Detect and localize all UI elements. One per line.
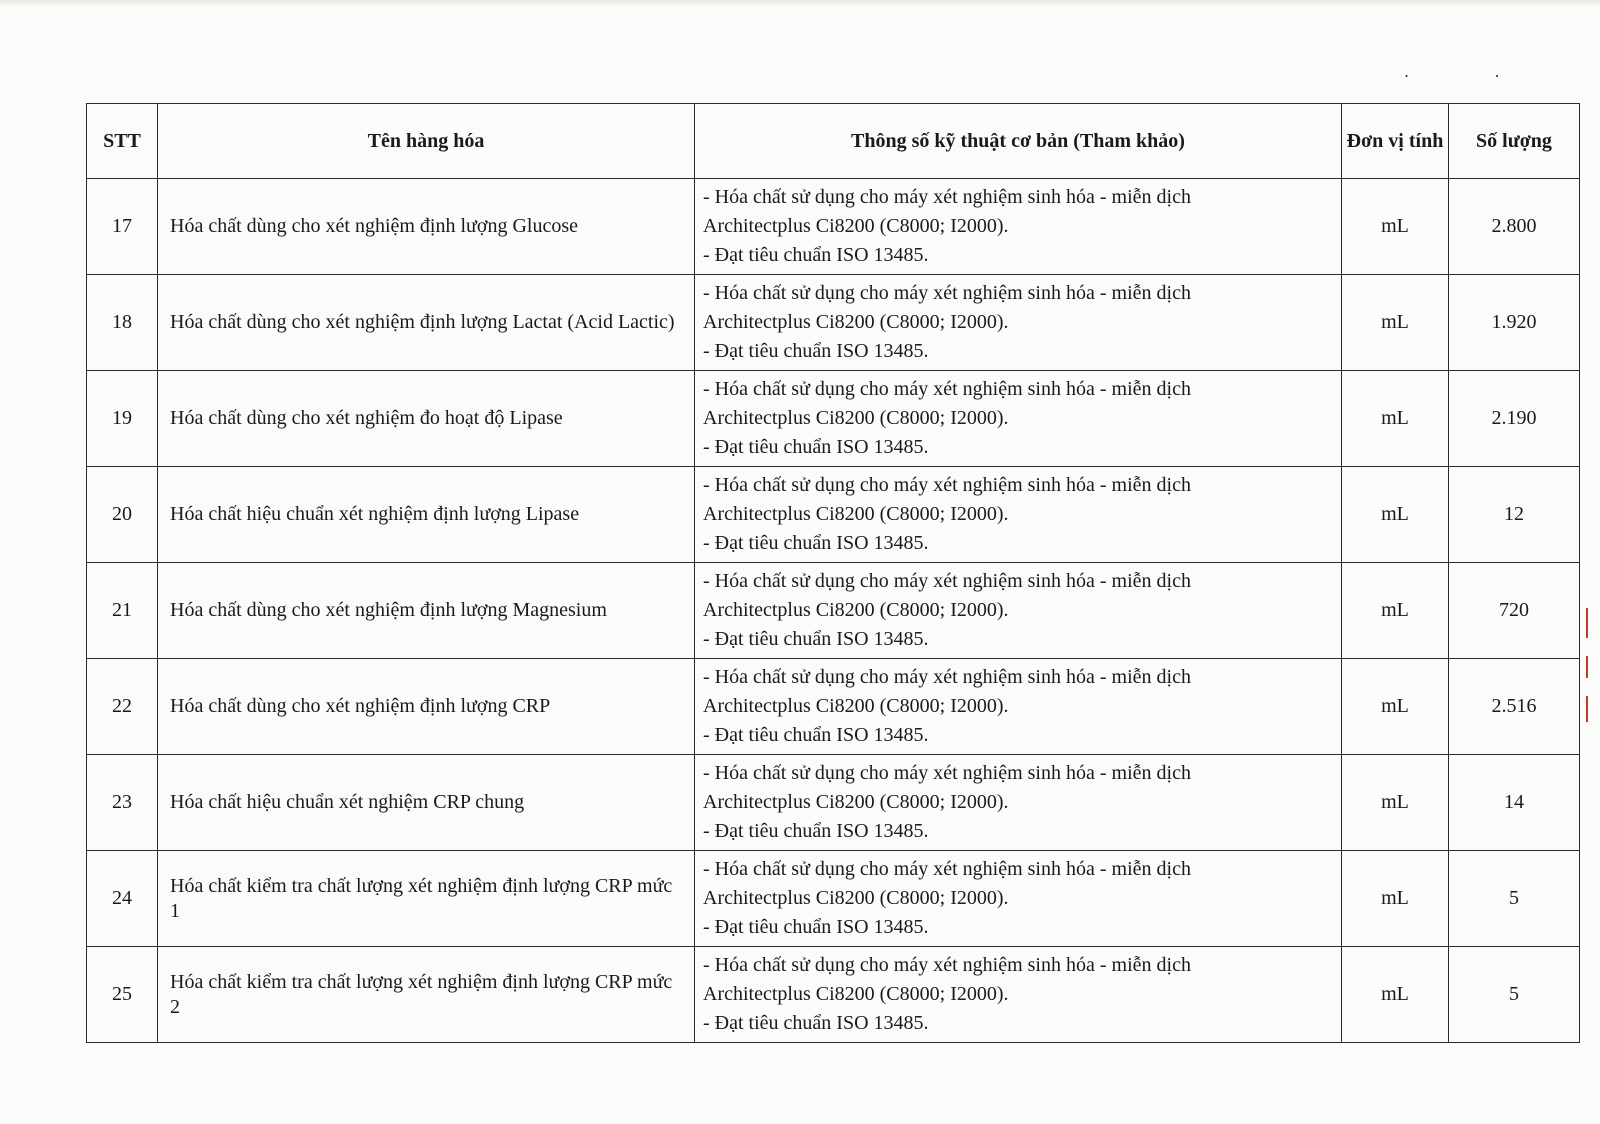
header-name: Tên hàng hóa <box>158 104 695 179</box>
side-stamp-mark <box>1582 608 1592 788</box>
spec-line-2: Architectplus Ci8200 (C8000; I2000). <box>703 311 1009 333</box>
header-spec: Thông số kỹ thuật cơ bản (Tham khảo) <box>695 104 1342 179</box>
cell-unit: mL <box>1342 563 1449 659</box>
header-unit: Đơn vị tính <box>1342 104 1449 179</box>
cell-name: Hóa chất kiểm tra chất lượng xét nghiệm định lượng CRP mức 1 <box>158 851 695 947</box>
spec-line-2: Architectplus Ci8200 (C8000; I2000). <box>703 791 1009 813</box>
spec-line-3: - Đạt tiêu chuẩn ISO 13485. <box>703 724 929 746</box>
cell-qty: 2.800 <box>1449 179 1580 275</box>
cell-stt: 19 <box>87 371 158 467</box>
spec-line-1: - Hóa chất sử dụng cho máy xét nghiệm sinh hóa - miễn dịch <box>703 282 1191 304</box>
spec-line-1: - Hóa chất sử dụng cho máy xét nghiệm sinh hóa - miễn dịch <box>703 570 1191 592</box>
spec-line-3: - Đạt tiêu chuẩn ISO 13485. <box>703 436 929 458</box>
cell-qty: 720 <box>1449 563 1580 659</box>
spec-line-1: - Hóa chất sử dụng cho máy xét nghiệm sinh hóa - miễn dịch <box>703 474 1191 496</box>
table-row <box>87 179 1580 275</box>
cell-stt: 24 <box>87 851 158 947</box>
spec-line-1: - Hóa chất sử dụng cho máy xét nghiệm sinh hóa - miễn dịch <box>703 186 1191 208</box>
cell-name: Hóa chất hiệu chuẩn xét nghiệm định lượng Lipase <box>158 467 695 563</box>
cell-stt: 17 <box>87 179 158 275</box>
table-row <box>87 467 1580 563</box>
spec-line-2: Architectplus Ci8200 (C8000; I2000). <box>703 599 1009 621</box>
cell-qty: 14 <box>1449 755 1580 851</box>
cell-unit: mL <box>1342 755 1449 851</box>
spec-line-2: Architectplus Ci8200 (C8000; I2000). <box>703 215 1009 237</box>
cell-qty: 5 <box>1449 947 1580 1043</box>
spec-line-1: - Hóa chất sử dụng cho máy xét nghiệm sinh hóa - miễn dịch <box>703 666 1191 688</box>
spec-line-3: - Đạt tiêu chuẩn ISO 13485. <box>703 244 929 266</box>
cell-spec <box>695 275 1342 371</box>
spec-line-3: - Đạt tiêu chuẩn ISO 13485. <box>703 628 929 650</box>
table-row <box>87 659 1580 755</box>
cell-stt: 22 <box>87 659 158 755</box>
scan-edge <box>0 0 1600 6</box>
cell-name: Hóa chất hiệu chuẩn xét nghiệm CRP chung <box>158 755 695 851</box>
spec-line-1: - Hóa chất sử dụng cho máy xét nghiệm sinh hóa - miễn dịch <box>703 858 1191 880</box>
cell-unit: mL <box>1342 851 1449 947</box>
cell-spec <box>695 179 1342 275</box>
cell-stt: 20 <box>87 467 158 563</box>
scan-dots: · · <box>1403 66 1540 86</box>
cell-stt: 21 <box>87 563 158 659</box>
table-row <box>87 851 1580 947</box>
spec-line-2: Architectplus Ci8200 (C8000; I2000). <box>703 887 1009 909</box>
table-row <box>87 371 1580 467</box>
spec-line-2: Architectplus Ci8200 (C8000; I2000). <box>703 695 1009 717</box>
cell-spec <box>695 659 1342 755</box>
header-stt: STT <box>87 104 158 179</box>
cell-name: Hóa chất dùng cho xét nghiệm định lượng Glucose <box>158 179 695 275</box>
spec-line-1: - Hóa chất sử dụng cho máy xét nghiệm sinh hóa - miễn dịch <box>703 954 1191 976</box>
goods-table <box>86 103 1580 1043</box>
cell-unit: mL <box>1342 179 1449 275</box>
spec-line-3: - Đạt tiêu chuẩn ISO 13485. <box>703 820 929 842</box>
cell-unit: mL <box>1342 371 1449 467</box>
cell-stt: 23 <box>87 755 158 851</box>
table-row <box>87 563 1580 659</box>
spec-line-2: Architectplus Ci8200 (C8000; I2000). <box>703 983 1009 1005</box>
cell-name: Hóa chất dùng cho xét nghiệm đo hoạt độ Lipase <box>158 371 695 467</box>
cell-spec <box>695 755 1342 851</box>
spec-line-3: - Đạt tiêu chuẩn ISO 13485. <box>703 340 929 362</box>
cell-spec <box>695 947 1342 1043</box>
table-row <box>87 275 1580 371</box>
header-qty: Số lượng <box>1449 104 1580 179</box>
cell-qty: 12 <box>1449 467 1580 563</box>
cell-name: Hóa chất dùng cho xét nghiệm định lượng Lactat (Acid Lactic) <box>158 275 695 371</box>
spec-line-3: - Đạt tiêu chuẩn ISO 13485. <box>703 532 929 554</box>
cell-qty: 5 <box>1449 851 1580 947</box>
table-row <box>87 947 1580 1043</box>
cell-spec <box>695 467 1342 563</box>
cell-name: Hóa chất dùng cho xét nghiệm định lượng CRP <box>158 659 695 755</box>
cell-spec <box>695 851 1342 947</box>
cell-unit: mL <box>1342 659 1449 755</box>
spec-line-2: Architectplus Ci8200 (C8000; I2000). <box>703 503 1009 525</box>
spec-line-3: - Đạt tiêu chuẩn ISO 13485. <box>703 916 929 938</box>
cell-spec <box>695 371 1342 467</box>
cell-qty: 1.920 <box>1449 275 1580 371</box>
spec-line-2: Architectplus Ci8200 (C8000; I2000). <box>703 407 1009 429</box>
cell-name: Hóa chất kiểm tra chất lượng xét nghiệm định lượng CRP mức 2 <box>158 947 695 1043</box>
cell-unit: mL <box>1342 467 1449 563</box>
cell-qty: 2.516 <box>1449 659 1580 755</box>
table-row <box>87 755 1580 851</box>
cell-unit: mL <box>1342 275 1449 371</box>
spec-line-3: - Đạt tiêu chuẩn ISO 13485. <box>703 1012 929 1034</box>
cell-stt: 18 <box>87 275 158 371</box>
cell-unit: mL <box>1342 947 1449 1043</box>
cell-qty: 2.190 <box>1449 371 1580 467</box>
cell-name: Hóa chất dùng cho xét nghiệm định lượng Magnesium <box>158 563 695 659</box>
table-header-row <box>87 104 1580 179</box>
cell-stt: 25 <box>87 947 158 1043</box>
spec-line-1: - Hóa chất sử dụng cho máy xét nghiệm sinh hóa - miễn dịch <box>703 378 1191 400</box>
cell-spec <box>695 563 1342 659</box>
spec-line-1: - Hóa chất sử dụng cho máy xét nghiệm sinh hóa - miễn dịch <box>703 762 1191 784</box>
